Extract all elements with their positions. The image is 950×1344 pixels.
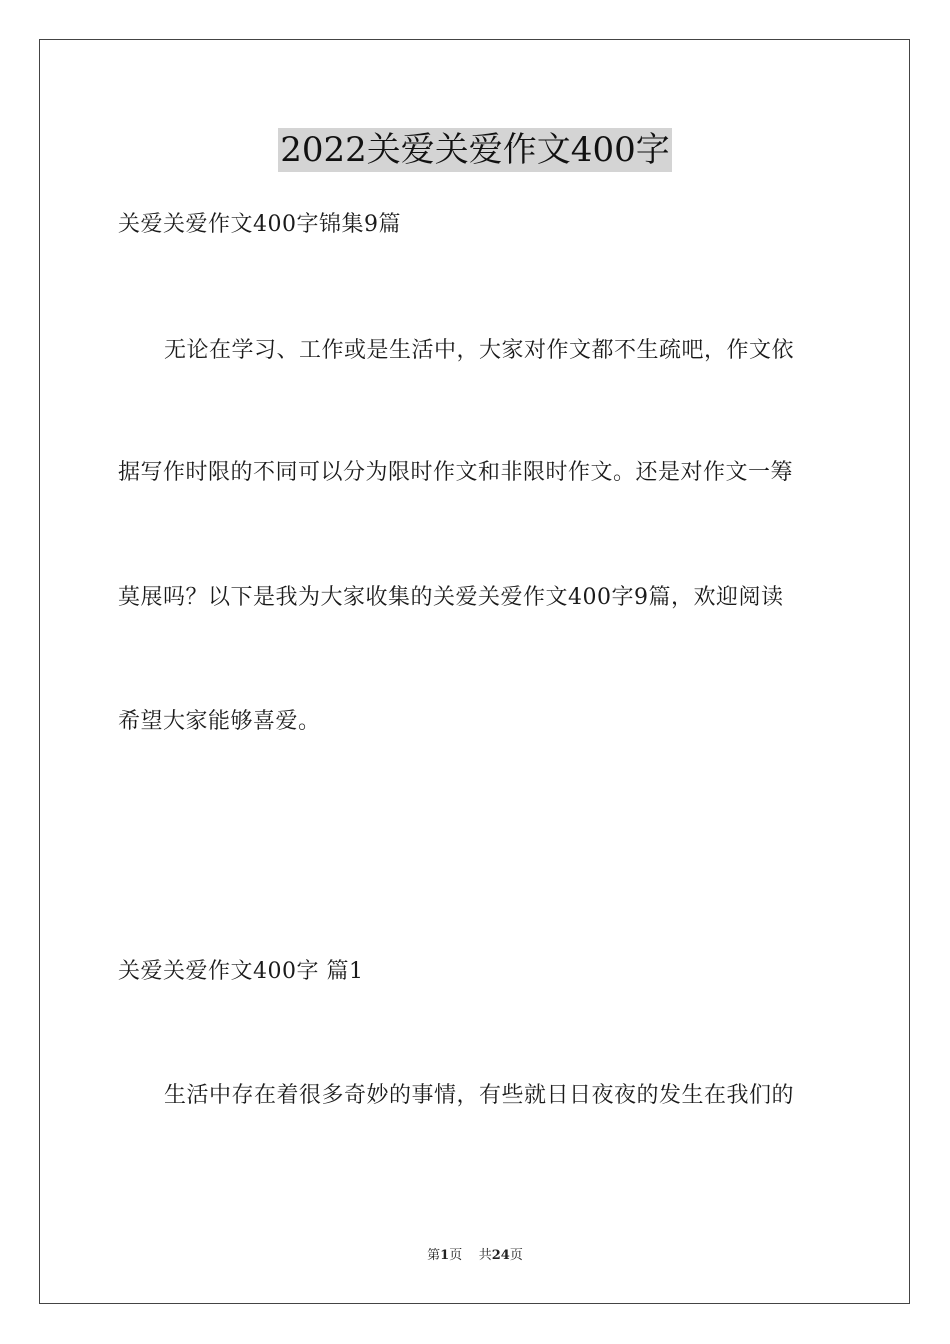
page-footer [0,1247,950,1265]
footer-page-suffix: 页 [449,1248,463,1263]
footer-page-number: 1 [440,1248,450,1263]
intro-paragraph-line-1: 无论在学习、工作或是生活中，大家对作文都不生疏吧，作文依 [164,338,795,363]
intro-paragraph-line-4: 希望大家能够喜爱。 [118,709,321,734]
footer-page-prefix: 第 [427,1248,441,1263]
footer-total-prefix: 共 [478,1248,492,1263]
title-container [0,128,950,172]
document-subtitle: 关爱关爱作文400字锦集9篇 [118,212,401,237]
section-paragraph-line-1: 生活中存在着很多奇妙的事情，有些就日日夜夜的发生在我们的 [164,1083,795,1108]
intro-paragraph-line-3: 莫展吗？以下是我为大家收集的关爱关爱作文400字9篇，欢迎阅读 [118,585,784,610]
section-heading: 关爱关爱作文400字 篇1 [118,959,364,984]
document-title: 2022关爱关爱作文400字 [280,130,670,170]
footer-total-pages: 24 [491,1248,510,1263]
intro-paragraph-line-2: 据写作时限的不同可以分为限时作文和非限时作文。还是对作文一筹 [118,460,794,485]
footer-total-suffix: 页 [509,1248,523,1263]
